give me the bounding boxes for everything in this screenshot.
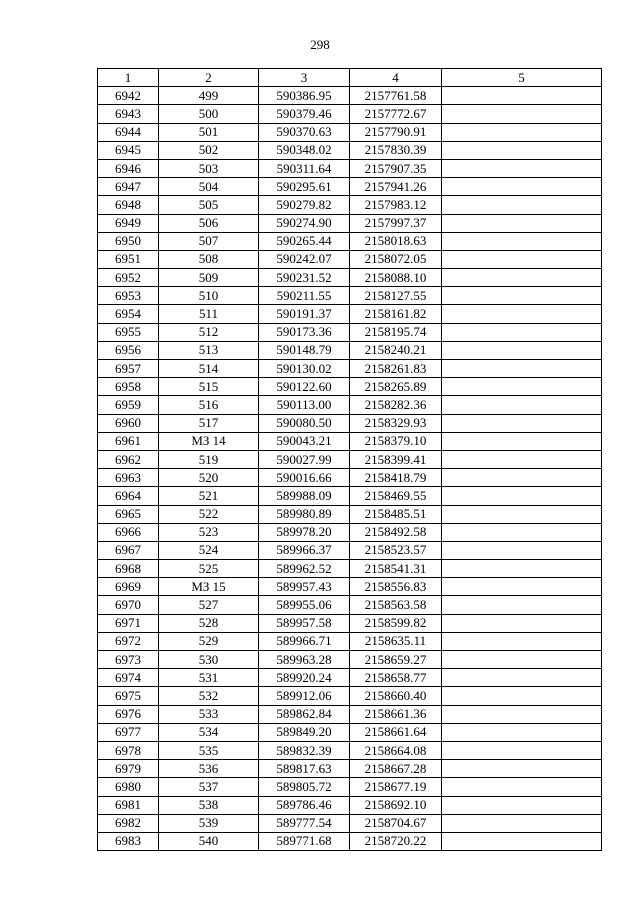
y-coordinate-cell: 2158399.41 [350,450,442,468]
x-coordinate-cell: 590386.95 [259,87,350,105]
column-header-4: 4 [350,69,442,87]
note-cell [442,578,602,596]
table-row [98,778,602,796]
point-id-cell: 539 [159,814,259,832]
note-cell [442,487,602,505]
x-coordinate-cell: 589777.54 [259,814,350,832]
y-coordinate-cell: 2158658.77 [350,669,442,687]
point-id-cell: 505 [159,196,259,214]
note-cell [442,196,602,214]
row-number-cell: 6971 [98,614,159,632]
x-coordinate-cell: 589978.20 [259,523,350,541]
point-id-cell: 530 [159,651,259,669]
x-coordinate-cell: 590148.79 [259,341,350,359]
note-cell [442,760,602,778]
table-row [98,651,602,669]
y-coordinate-cell: 2157790.91 [350,123,442,141]
x-coordinate-cell: 589805.72 [259,778,350,796]
x-coordinate-cell: 590379.46 [259,105,350,123]
point-id-cell: 528 [159,614,259,632]
note-cell [442,360,602,378]
table-row [98,614,602,632]
x-coordinate-cell: 590274.90 [259,214,350,232]
table-row [98,87,602,105]
row-number-cell: 6943 [98,105,159,123]
note-cell [442,432,602,450]
y-coordinate-cell: 2157761.58 [350,87,442,105]
y-coordinate-cell: 2158265.89 [350,378,442,396]
table-row [98,469,602,487]
table-row [98,287,602,305]
table-row [98,560,602,578]
x-coordinate-cell: 590080.50 [259,414,350,432]
point-id-cell: 536 [159,760,259,778]
x-coordinate-cell: 589912.06 [259,687,350,705]
row-number-cell: 6946 [98,159,159,177]
y-coordinate-cell: 2158677.19 [350,778,442,796]
x-coordinate-cell: 590191.37 [259,305,350,323]
table-row [98,341,602,359]
x-coordinate-cell: 589957.58 [259,614,350,632]
row-number-cell: 6954 [98,305,159,323]
y-coordinate-cell: 2158659.27 [350,651,442,669]
point-id-cell: 515 [159,378,259,396]
point-id-cell: 540 [159,832,259,850]
y-coordinate-cell: 2157772.67 [350,105,442,123]
x-coordinate-cell: 590130.02 [259,360,350,378]
y-coordinate-cell: 2158282.36 [350,396,442,414]
row-number-cell: 6959 [98,396,159,414]
point-id-cell: 512 [159,323,259,341]
x-coordinate-cell: 589988.09 [259,487,350,505]
y-coordinate-cell: 2158660.40 [350,687,442,705]
x-coordinate-cell: 590043.21 [259,432,350,450]
y-coordinate-cell: 2158541.31 [350,560,442,578]
row-number-cell: 6944 [98,123,159,141]
table-row [98,596,602,614]
table-row [98,760,602,778]
x-coordinate-cell: 589955.06 [259,596,350,614]
point-id-cell: 538 [159,796,259,814]
point-id-cell: 511 [159,305,259,323]
x-coordinate-cell: 589962.52 [259,560,350,578]
y-coordinate-cell: 2158072.05 [350,250,442,268]
row-number-cell: 6979 [98,760,159,778]
x-coordinate-cell: 590027.99 [259,450,350,468]
point-id-cell: 532 [159,687,259,705]
y-coordinate-cell: 2157907.35 [350,159,442,177]
note-cell [442,596,602,614]
x-coordinate-cell: 589771.68 [259,832,350,850]
row-number-cell: 6947 [98,178,159,196]
table-row [98,360,602,378]
note-cell [442,232,602,250]
row-number-cell: 6980 [98,778,159,796]
y-coordinate-cell: 2158161.82 [350,305,442,323]
table-row [98,414,602,432]
point-id-cell: 513 [159,341,259,359]
note-cell [442,105,602,123]
row-number-cell: 6953 [98,287,159,305]
note-cell [442,450,602,468]
table-row [98,814,602,832]
x-coordinate-cell: 590211.55 [259,287,350,305]
table-row [98,196,602,214]
point-id-cell: 507 [159,232,259,250]
note-cell [442,123,602,141]
x-coordinate-cell: 590122.60 [259,378,350,396]
row-number-cell: 6962 [98,450,159,468]
y-coordinate-cell: 2158379.10 [350,432,442,450]
table-row [98,450,602,468]
row-number-cell: 6945 [98,141,159,159]
table-row [98,487,602,505]
row-number-cell: 6969 [98,578,159,596]
row-number-cell: 6958 [98,378,159,396]
row-number-cell: 6950 [98,232,159,250]
x-coordinate-cell: 590242.07 [259,250,350,268]
x-coordinate-cell: 590173.36 [259,323,350,341]
page-number: 298 [310,37,330,52]
point-id-cell: МЗ 15 [159,578,259,596]
note-cell [442,832,602,850]
x-coordinate-cell: 589862.84 [259,705,350,723]
point-id-cell: 527 [159,596,259,614]
note-cell [442,341,602,359]
row-number-cell: 6975 [98,687,159,705]
table-row [98,741,602,759]
table-row [98,523,602,541]
x-coordinate-cell: 589832.39 [259,741,350,759]
point-id-cell: 529 [159,632,259,650]
y-coordinate-cell: 2158261.83 [350,360,442,378]
x-coordinate-cell: 589817.63 [259,760,350,778]
y-coordinate-cell: 2158492.58 [350,523,442,541]
point-id-cell: 521 [159,487,259,505]
y-coordinate-cell: 2158635.11 [350,632,442,650]
y-coordinate-cell: 2158667.28 [350,760,442,778]
note-cell [442,523,602,541]
point-id-cell: 517 [159,414,259,432]
note-cell [442,705,602,723]
row-number-cell: 6972 [98,632,159,650]
note-cell [442,723,602,741]
note-cell [442,87,602,105]
x-coordinate-cell: 589920.24 [259,669,350,687]
coordinates-table [97,68,602,851]
row-number-cell: 6957 [98,360,159,378]
y-coordinate-cell: 2158088.10 [350,269,442,287]
x-coordinate-cell: 590113.00 [259,396,350,414]
y-coordinate-cell: 2158240.21 [350,341,442,359]
column-header-5: 5 [442,69,602,87]
point-id-cell: 510 [159,287,259,305]
note-cell [442,778,602,796]
note-cell [442,141,602,159]
row-number-cell: 6949 [98,214,159,232]
row-number-cell: 6967 [98,541,159,559]
table-row [98,159,602,177]
note-cell [442,560,602,578]
note-cell [442,741,602,759]
y-coordinate-cell: 2158692.10 [350,796,442,814]
table-row [98,796,602,814]
point-id-cell: 504 [159,178,259,196]
table-row [98,141,602,159]
y-coordinate-cell: 2158563.58 [350,596,442,614]
x-coordinate-cell: 590231.52 [259,269,350,287]
x-coordinate-cell: 589980.89 [259,505,350,523]
note-cell [442,414,602,432]
note-cell [442,378,602,396]
y-coordinate-cell: 2157997.37 [350,214,442,232]
x-coordinate-cell: 590311.64 [259,159,350,177]
y-coordinate-cell: 2158195.74 [350,323,442,341]
point-id-cell: 516 [159,396,259,414]
point-id-cell: 531 [159,669,259,687]
row-number-cell: 6978 [98,741,159,759]
point-id-cell: 502 [159,141,259,159]
row-number-cell: 6956 [98,341,159,359]
row-number-cell: 6968 [98,560,159,578]
table-row [98,687,602,705]
table-row [98,705,602,723]
table-row [98,105,602,123]
table-row [98,178,602,196]
note-cell [442,541,602,559]
column-header-3: 3 [259,69,350,87]
note-cell [442,396,602,414]
table-row [98,632,602,650]
table-row [98,396,602,414]
point-id-cell: 535 [159,741,259,759]
note-cell [442,287,602,305]
point-id-cell: 537 [159,778,259,796]
point-id-cell: 506 [159,214,259,232]
row-number-cell: 6973 [98,651,159,669]
table-row [98,232,602,250]
note-cell [442,305,602,323]
note-cell [442,323,602,341]
row-number-cell: 6952 [98,269,159,287]
table-row [98,305,602,323]
note-cell [442,687,602,705]
table-row [98,250,602,268]
point-id-cell: 514 [159,360,259,378]
y-coordinate-cell: 2158418.79 [350,469,442,487]
point-id-cell: 522 [159,505,259,523]
table-row [98,505,602,523]
point-id-cell: 520 [159,469,259,487]
y-coordinate-cell: 2158599.82 [350,614,442,632]
point-id-cell: 500 [159,105,259,123]
point-id-cell: 519 [159,450,259,468]
point-id-cell: МЗ 14 [159,432,259,450]
row-number-cell: 6961 [98,432,159,450]
y-coordinate-cell: 2158329.93 [350,414,442,432]
table-row [98,723,602,741]
note-cell [442,614,602,632]
point-id-cell: 525 [159,560,259,578]
x-coordinate-cell: 590295.61 [259,178,350,196]
row-number-cell: 6964 [98,487,159,505]
row-number-cell: 6963 [98,469,159,487]
x-coordinate-cell: 589966.71 [259,632,350,650]
note-cell [442,178,602,196]
x-coordinate-cell: 590348.02 [259,141,350,159]
row-number-cell: 6966 [98,523,159,541]
row-number-cell: 6965 [98,505,159,523]
y-coordinate-cell: 2158127.55 [350,287,442,305]
table-header-row [98,69,602,87]
column-header-1: 1 [98,69,159,87]
row-number-cell: 6982 [98,814,159,832]
point-id-cell: 533 [159,705,259,723]
table-row [98,432,602,450]
row-number-cell: 6974 [98,669,159,687]
table-row [98,832,602,850]
table-row [98,541,602,559]
row-number-cell: 6951 [98,250,159,268]
x-coordinate-cell: 589786.46 [259,796,350,814]
table-row [98,378,602,396]
row-number-cell: 6970 [98,596,159,614]
x-coordinate-cell: 590016.66 [259,469,350,487]
row-number-cell: 6960 [98,414,159,432]
note-cell [442,269,602,287]
column-header-2: 2 [159,69,259,87]
y-coordinate-cell: 2158704.67 [350,814,442,832]
y-coordinate-cell: 2158661.64 [350,723,442,741]
table-body [98,87,602,851]
y-coordinate-cell: 2158485.51 [350,505,442,523]
y-coordinate-cell: 2158720.22 [350,832,442,850]
note-cell [442,814,602,832]
table-row [98,214,602,232]
y-coordinate-cell: 2158523.57 [350,541,442,559]
table-row [98,669,602,687]
point-id-cell: 523 [159,523,259,541]
row-number-cell: 6942 [98,87,159,105]
y-coordinate-cell: 2157941.26 [350,178,442,196]
y-coordinate-cell: 2158664.08 [350,741,442,759]
x-coordinate-cell: 589963.28 [259,651,350,669]
point-id-cell: 501 [159,123,259,141]
point-id-cell: 499 [159,87,259,105]
x-coordinate-cell: 589849.20 [259,723,350,741]
x-coordinate-cell: 590370.63 [259,123,350,141]
point-id-cell: 509 [159,269,259,287]
note-cell [442,632,602,650]
note-cell [442,796,602,814]
point-id-cell: 508 [159,250,259,268]
x-coordinate-cell: 589966.37 [259,541,350,559]
y-coordinate-cell: 2158556.83 [350,578,442,596]
note-cell [442,651,602,669]
x-coordinate-cell: 590279.82 [259,196,350,214]
y-coordinate-cell: 2158018.63 [350,232,442,250]
y-coordinate-cell: 2158469.55 [350,487,442,505]
point-id-cell: 534 [159,723,259,741]
row-number-cell: 6955 [98,323,159,341]
note-cell [442,250,602,268]
x-coordinate-cell: 589957.43 [259,578,350,596]
table-row [98,578,602,596]
point-id-cell: 503 [159,159,259,177]
row-number-cell: 6977 [98,723,159,741]
point-id-cell: 524 [159,541,259,559]
note-cell [442,669,602,687]
note-cell [442,469,602,487]
table-row [98,269,602,287]
row-number-cell: 6983 [98,832,159,850]
row-number-cell: 6948 [98,196,159,214]
note-cell [442,214,602,232]
y-coordinate-cell: 2158661.36 [350,705,442,723]
table-row [98,123,602,141]
row-number-cell: 6981 [98,796,159,814]
table-row [98,323,602,341]
row-number-cell: 6976 [98,705,159,723]
note-cell [442,159,602,177]
y-coordinate-cell: 2157830.39 [350,141,442,159]
note-cell [442,505,602,523]
y-coordinate-cell: 2157983.12 [350,196,442,214]
x-coordinate-cell: 590265.44 [259,232,350,250]
